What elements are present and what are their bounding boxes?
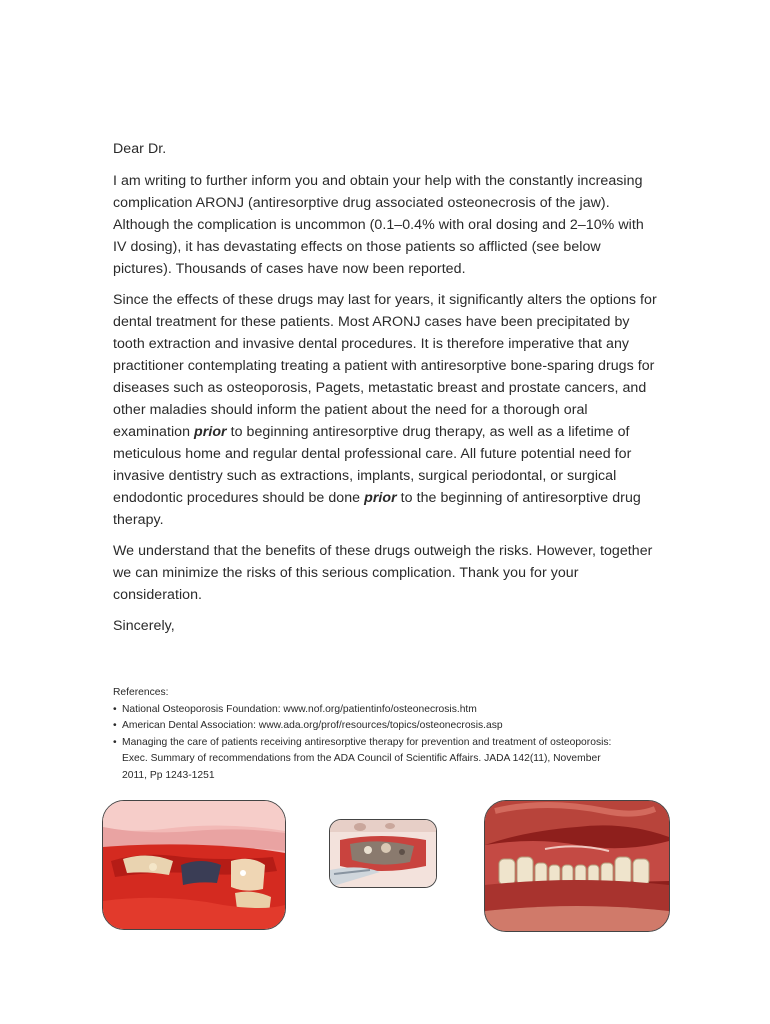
reference-item: • American Dental Association: www.ada.org/prof/resources/topics/osteonecrosis.asp <box>113 718 613 735</box>
clinical-photo-lower-teeth <box>484 800 670 932</box>
paragraph-3: We understand that the benefits of these drugs outweigh the risks. However, together we can minimize the risks of this serious complication. Thank you for your consideration. <box>113 543 653 603</box>
paragraph-2-part-1: Since the effects of these drugs may last for years, it significantly alters the options for dental treatment for these patients. Most ARONJ cases have been precipitated by tooth extraction and invasive dental procedures. It is therefore imperative that any practitioner contemplating treating a patient with antiresorptive bone-sparing drugs for diseases such as osteoporosis, Pagets, metastatic breast and prostate cancers, and other maladies should inform the patient about the need for a thorough oral examination <box>113 292 657 440</box>
clinical-photo-exposed-bone <box>102 800 286 930</box>
intraoral-image <box>330 820 436 887</box>
references-heading: References: <box>113 687 169 698</box>
emphasis-prior-2: prior <box>364 490 397 506</box>
paragraph-2-part-2: to beginning antiresorptive drug therapy, as well as a lifetime of meticulous home and regular dental professional care. All future potential need for invasive dentistry such as extractions, implants, surgical periodontal, or surgical endodontic procedures should be done <box>113 424 632 506</box>
exposed-bone-image <box>103 801 285 929</box>
references-list <box>113 702 613 785</box>
salutation: Dear Dr. <box>113 141 167 157</box>
paragraph-2-part-3: to the beginning of antiresorptive drug therapy. <box>113 490 641 528</box>
emphasis-prior-1: prior <box>194 424 227 440</box>
clinical-photo-intraoral <box>329 819 437 888</box>
references <box>113 685 613 784</box>
letter-body <box>113 138 661 646</box>
reference-item: • Managing the care of patients receiving antiresorptive therapy for prevention and treatment of osteoporosis: Exec. Summary of recommendations from the ADA Council of Scientific Affairs. JADA 142(11), November 2011, Pp 1243-1251 <box>113 735 613 785</box>
paragraph-1: I am writing to further inform you and obtain your help with the constantly increasing complication ARONJ (antiresorptive drug associated osteonecrosis of the jaw). Although the complication is uncommon (0.1–0.4% with oral dosing and 2–10% with IV dosing), it has devastating effects on those patients so afflicted (see below pictures). Thousands of cases have now been reported. <box>113 173 644 277</box>
paragraph-2 <box>113 289 661 531</box>
closing: Sincerely, <box>113 618 175 634</box>
reference-item: • National Osteoporosis Foundation: www.nof.org/patientinfo/osteonecrosis.htm <box>113 702 613 719</box>
lower-teeth-image <box>485 801 669 931</box>
